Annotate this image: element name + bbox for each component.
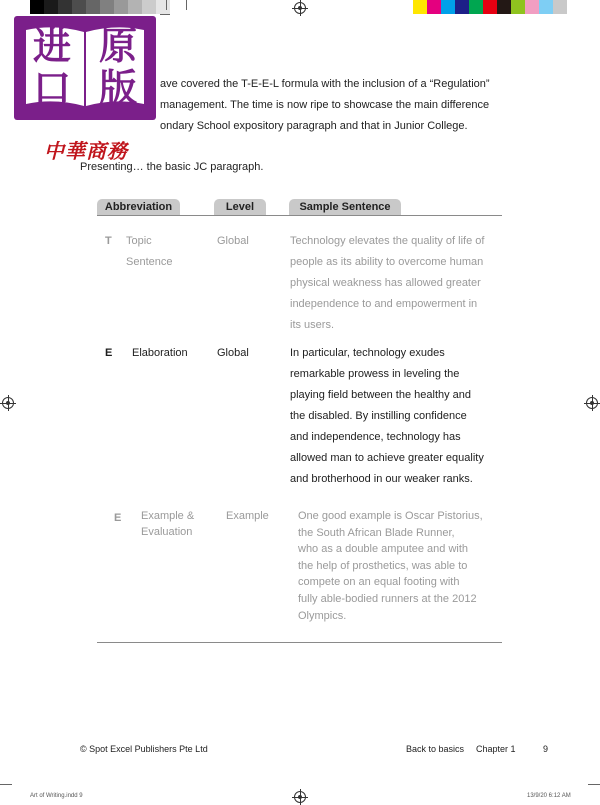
sentence-line: One good example is Oscar Pistorius,	[298, 510, 483, 522]
intro-line: ave covered the T-E-E-L formula with the inclusion of a “Regulation”	[160, 78, 490, 90]
copyright: © Spot Excel Publishers Pte Ltd	[80, 744, 208, 754]
table-bottom-rule	[97, 642, 502, 643]
row-letter: T	[105, 235, 112, 247]
row-sentence	[290, 231, 495, 336]
row-level: Example	[226, 510, 269, 522]
calibration-swatch	[413, 0, 427, 14]
intro-line: ondary School expository paragraph and that in Junior College.	[160, 120, 468, 132]
trim-mark	[186, 0, 187, 10]
logo-char: 版	[98, 65, 137, 110]
intro-line: management. The time is now ripe to showcase the main difference	[160, 99, 490, 111]
trim-mark	[166, 0, 167, 10]
registration-mark-left	[2, 397, 14, 409]
footer-section: Back to basics	[406, 744, 465, 754]
sentence-line: its users.	[290, 319, 335, 331]
footer-chapter: Chapter 1	[476, 744, 516, 754]
sentence-line: the disabled. By instilling confidence	[290, 410, 467, 422]
calibration-swatch	[30, 0, 44, 14]
calibration-swatch	[455, 0, 469, 14]
calibration-swatch	[469, 0, 483, 14]
sentence-line: remarkable prowess in leveling the	[290, 368, 460, 380]
calibration-swatch	[156, 0, 170, 14]
row-name-line: Evaluation	[141, 526, 193, 538]
color-calibration-strip	[413, 0, 567, 14]
calibration-swatch	[497, 0, 511, 14]
sentence-line: people as its ability to overcome human	[290, 256, 484, 268]
slug-date: 13/9/20 6:12 AM	[527, 793, 571, 799]
publisher-logo	[14, 16, 156, 120]
sentence-line: the help of prosthetics, was able to	[298, 559, 468, 572]
trim-mark	[588, 784, 600, 785]
row-sentence	[290, 343, 494, 490]
calibration-swatch	[44, 0, 58, 14]
header-level: Level	[214, 199, 266, 216]
calibration-swatch	[427, 0, 441, 14]
calibration-swatch	[58, 0, 72, 14]
row-name-line: Example &	[141, 510, 195, 522]
calibration-swatch	[72, 0, 86, 14]
calibration-swatch	[483, 0, 497, 14]
sentence-line: In particular, technology exudes	[290, 347, 445, 359]
calibration-swatch	[525, 0, 539, 14]
sentence-line: allowed man to achieve greater equality	[290, 452, 484, 464]
sentence-line: and independence, technology has	[290, 431, 461, 443]
trim-mark	[0, 784, 12, 785]
calibration-swatch	[128, 0, 142, 14]
row-sentence	[298, 508, 489, 624]
row-level: Global	[217, 347, 249, 359]
row-name: Sentence	[126, 256, 173, 268]
sentence-line: fully able-bodied runners at the 2012	[298, 592, 477, 605]
calibration-swatch	[86, 0, 100, 14]
intro-line: Presenting… the basic JC paragraph.	[80, 161, 264, 173]
calibration-swatch	[553, 0, 567, 14]
header-rule	[97, 215, 502, 216]
grayscale-calibration-strip	[30, 0, 184, 14]
calibration-swatch	[142, 0, 156, 14]
sentence-line: playing field between the healthy and	[290, 389, 472, 401]
calibration-swatch	[170, 0, 184, 14]
calibration-swatch	[441, 0, 455, 14]
calibration-swatch	[114, 0, 128, 14]
registration-mark-top	[294, 2, 306, 14]
sentence-line: who as a double amputee and with	[298, 543, 469, 556]
calibration-swatch	[539, 0, 553, 14]
row-name: Elaboration	[132, 347, 188, 359]
row-name: Topic	[126, 235, 152, 247]
trim-mark	[160, 14, 170, 15]
sentence-line: and brotherhood in our weaker ranks.	[290, 473, 473, 485]
row-letter: E	[114, 512, 122, 524]
logo-char: 进	[32, 23, 71, 68]
slug-filename: Art of Writing.indd 9	[30, 793, 83, 799]
registration-mark-bottom	[294, 791, 306, 803]
logo-char: 原	[98, 23, 137, 68]
registration-mark-right	[586, 397, 598, 409]
logo-subtitle: 中華商務	[44, 139, 128, 163]
sentence-line: Olympics.	[298, 609, 347, 622]
sentence-line: independence to and empowerment in	[290, 298, 478, 310]
logo-char: 口	[32, 65, 71, 110]
calibration-swatch	[100, 0, 114, 14]
row-level: Global	[217, 235, 249, 247]
sentence-line: physical weakness has allowed greater	[290, 277, 481, 289]
sentence-line: the South African Blade Runner,	[298, 526, 455, 539]
sentence-line: Technology elevates the quality of life of	[290, 235, 485, 247]
calibration-swatch	[511, 0, 525, 14]
header-abbreviation: Abbreviation	[97, 199, 180, 216]
header-sample-sentence: Sample Sentence	[289, 199, 401, 216]
page-number: 9	[543, 744, 549, 754]
row-name	[141, 508, 194, 540]
sentence-line: compete on an equal footing with	[298, 576, 460, 589]
row-letter: E	[105, 347, 113, 359]
